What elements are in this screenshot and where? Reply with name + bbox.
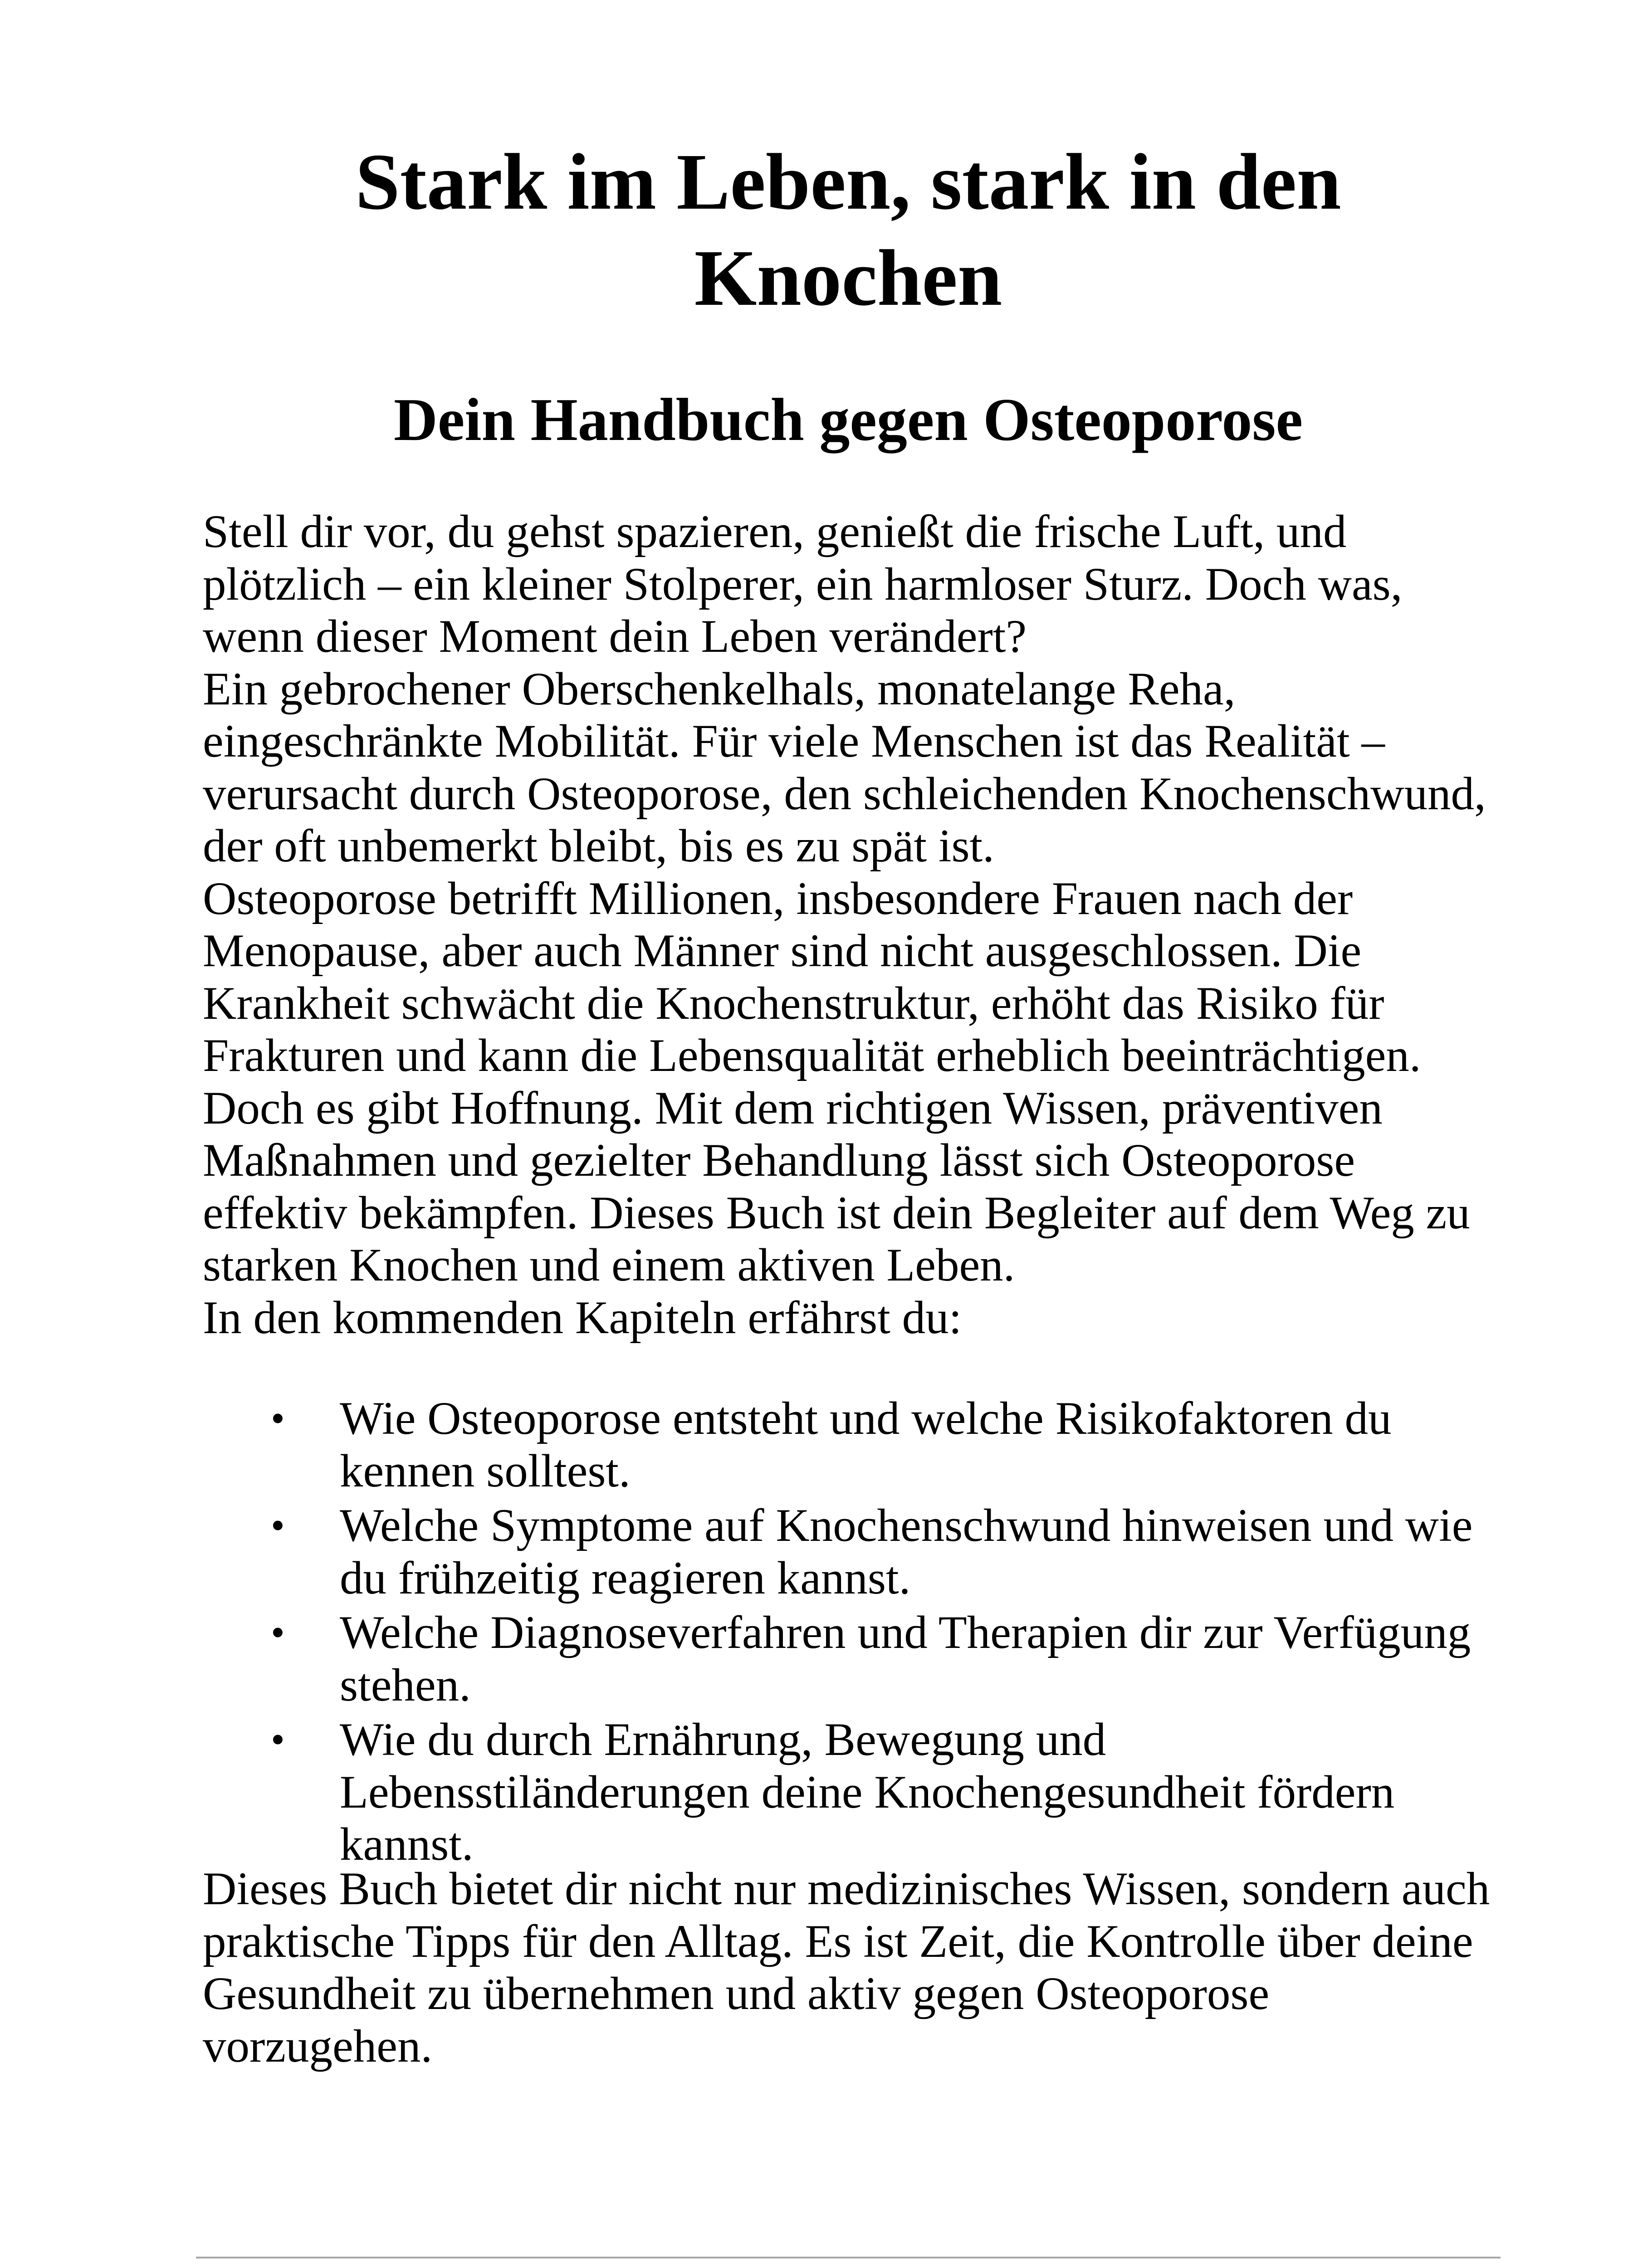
list-item-text: Wie Osteoporose entsteht und welche Risikofaktoren du kennen solltest. [340,1393,1392,1497]
paragraph: Stell dir vor, du gehst spazieren, genießt die frische Luft, und plötzlich – ein kleiner Stolperer, ein harmloser Sturz. Doch was, wenn dieser Moment dein Leben verändert? [203,506,1403,662]
list-item-text: Welche Diagnoseverfahren und Therapien dir zur Verfügung stehen. [340,1607,1471,1711]
list-item [203,1714,1518,1871]
list-item-text: Welche Symptome auf Knochenschwund hinweisen und wie du frühzeitig reagieren kannst. [340,1500,1473,1604]
paragraph: Ein gebrochener Oberschenkelhals, monatelange Reha, eingeschränkte Mobilität. Für viele Menschen ist das Realität – verursacht durch Osteoporose, den schleichenden Knochenschwund, der oft unbemerkt bleibt, bis es zu spät ist. [203,663,1486,872]
bullet-icon: • [271,1611,285,1655]
list-item-text: Wie du durch Ernährung, Bewegung und Lebensstiländerungen deine Knochengesundheit fördern kannst. [340,1714,1395,1870]
footer-divider [196,2257,1501,2258]
document-subtitle: Dein Handbuch gegen Osteoporose [394,386,1303,453]
paragraph: Osteoporose betrifft Millionen, insbesondere Frauen nach der Menopause, aber auch Männer sind nicht ausgeschlossen. Die Krankheit schwächt die Knochenstruktur, erhöht das Risiko für Frakturen und kann die Lebensqualität erheblich beeinträchtigen. [203,872,1421,1081]
list-item [203,1500,1518,1604]
intro-text [203,506,1509,1344]
list-item [203,1607,1518,1711]
list-item [203,1393,1518,1497]
document-title: Stark im Leben, stark in den Knochen [355,137,1341,323]
bullet-icon: • [271,1397,285,1441]
paragraph: In den kommenden Kapiteln erfährst du: [203,1291,962,1344]
closing-paragraph: Dieses Buch bietet dir nicht nur medizinisches Wissen, sondern auch praktische Tipps für den Alltag. Es ist Zeit, die Kontrolle über deine Gesundheit zu übernehmen und aktiv gegen Osteoporose vorzugehen. [203,1863,1490,2072]
paragraph: Doch es gibt Hoffnung. Mit dem richtigen Wissen, präventiven Maßnahmen und gezielter Behandlung lässt sich Osteoporose effektiv bekämpfen. Dieses Buch ist dein Begleiter auf dem Weg zu starken Knochen und einem aktiven Leben. [203,1082,1470,1291]
chapter-list [203,1393,1518,1873]
bullet-icon: • [271,1718,285,1762]
bullet-icon: • [271,1504,285,1548]
